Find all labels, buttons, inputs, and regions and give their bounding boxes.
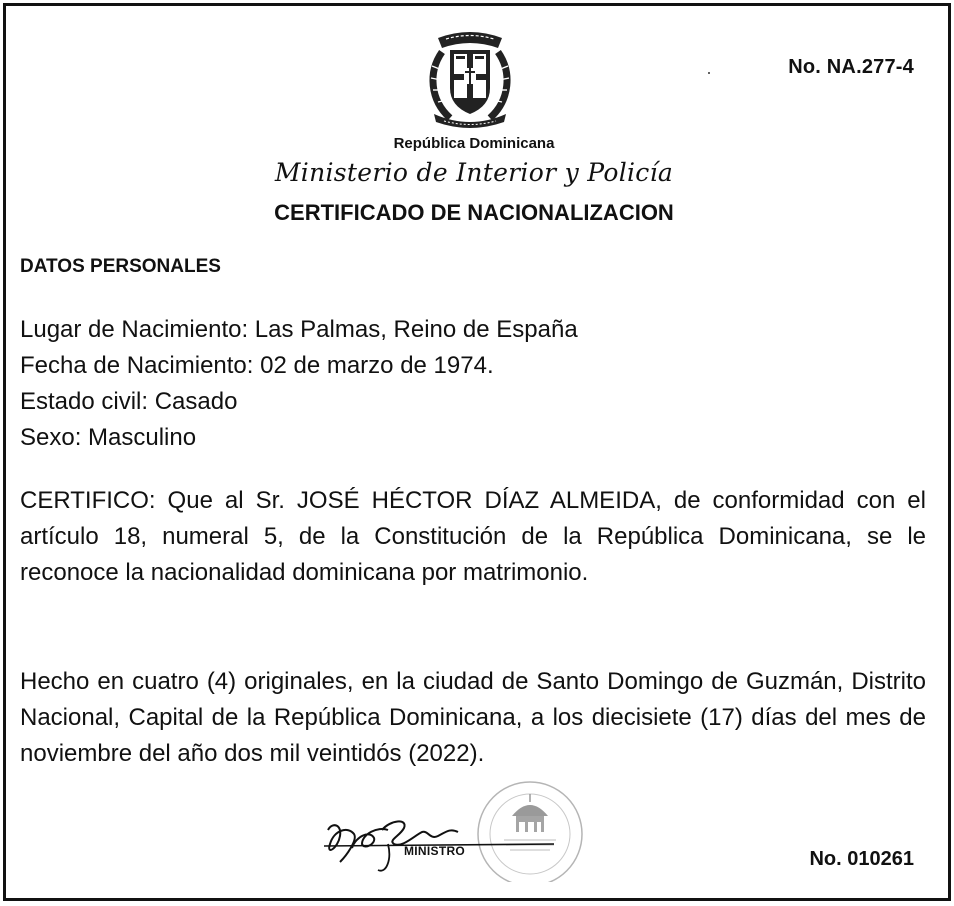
certificate-title: CERTIFICADO DE NACIONALIZACION <box>274 200 674 225</box>
minister-label: MINISTRO <box>404 844 466 858</box>
handwritten-signature <box>318 800 558 880</box>
scan-speck <box>708 72 710 74</box>
civil-status-line: Estado civil: Casado <box>20 388 238 415</box>
birthdate-line: Fecha de Nacimiento: 02 de marzo de 1974. <box>20 352 494 379</box>
sex-line: Sexo: Masculino <box>20 424 197 451</box>
country-name: República Dominicana <box>393 135 555 152</box>
issuance-paragraph: Hecho en cuatro (4) originales, en la ciudad de Santo Domingo de Guzmán, Distrito Nacional, Capital de la República Dominicana, a los diecisiete (17) días del mes de noviembre del año dos mil veintidós (2022). <box>20 668 926 767</box>
personal-data-block <box>20 312 578 456</box>
coat-of-arms-icon <box>420 22 520 130</box>
document-number: No. NA.277-4 <box>788 56 914 78</box>
personal-data-heading: DATOS PERSONALES <box>20 256 221 277</box>
certification-paragraph: CERTIFICO: Que al Sr. JOSÉ HÉCTOR DÍAZ ALMEIDA, de conformidad con el artículo 18, numeral 5, de la Constitución de la República Dominicana, se le reconoce la nacionalidad dominicana por matrimonio. <box>20 487 926 586</box>
ministry-name: Ministerio de Interior y Policía <box>274 158 674 187</box>
control-number: No. 010261 <box>809 848 914 870</box>
birthplace-line: Lugar de Nacimiento: Las Palmas, Reino de España <box>20 316 578 343</box>
